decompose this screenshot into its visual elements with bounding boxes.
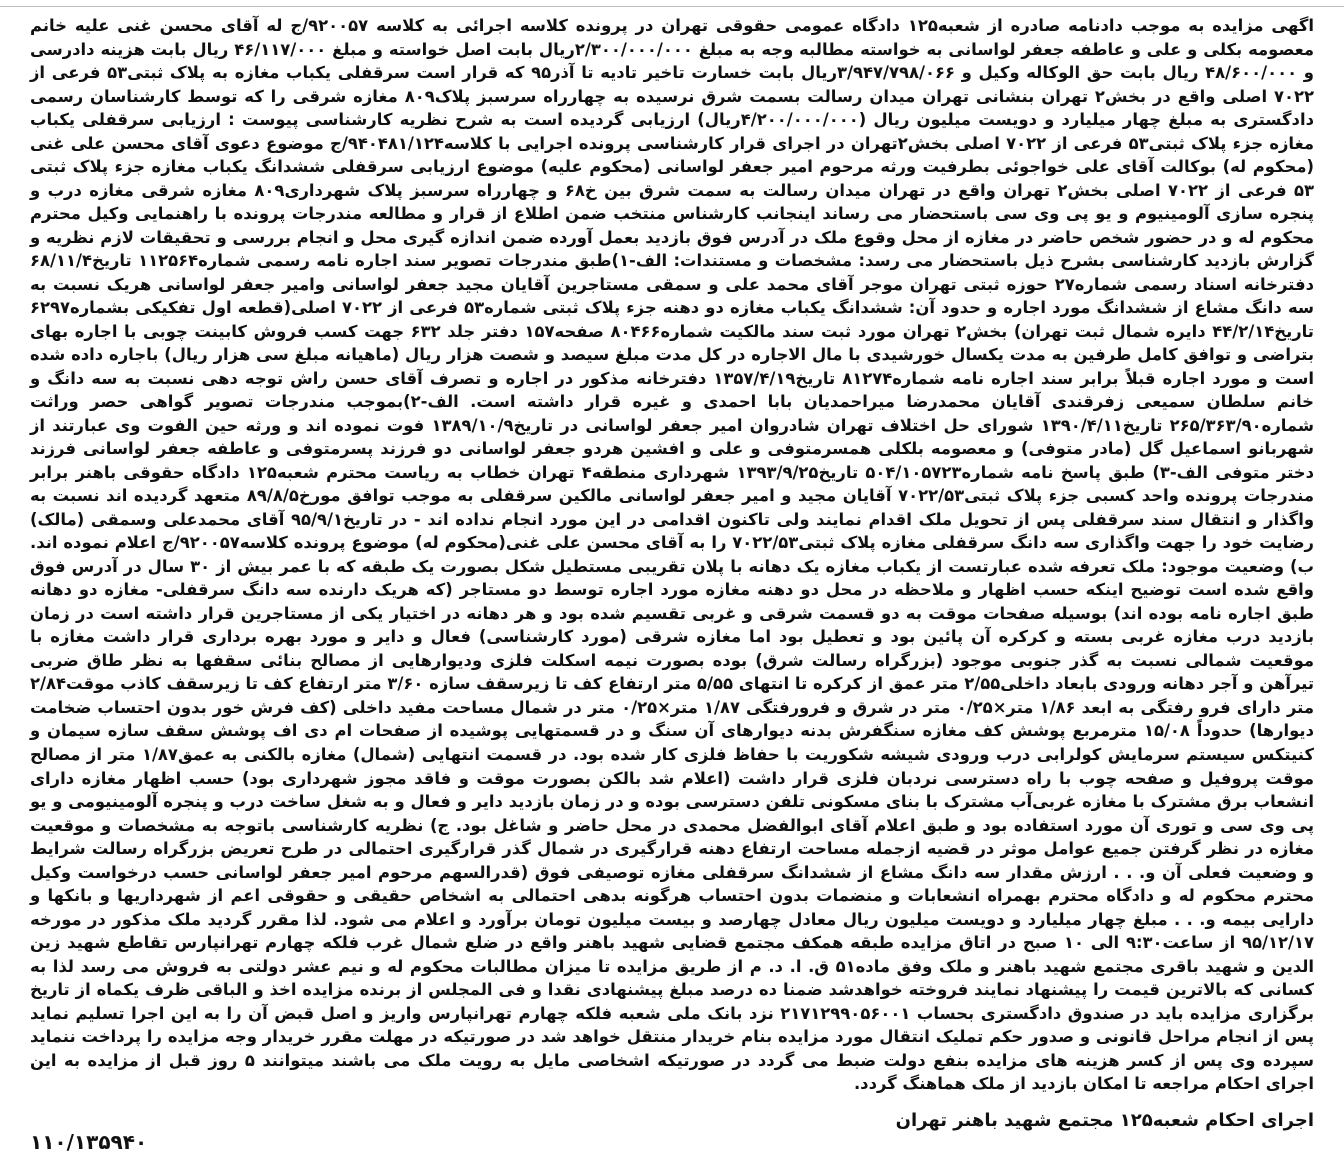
notice-footer — [30, 1110, 1314, 1158]
notice-body: اگهی مزایده به موجب دادنامه صادره از شعبه۱۲۵ دادگاه عمومی حقوقی تهران در پرونده کلاسه اجرائی به کلاسه ۹۲۰۰۵۷/ج له آقای محسن غنی علیه خانم معصومه بکلی و علی و عاطفه جعفر لواسانی به خواسته مطالبه وجه به مبلغ ۲/۳۰۰/۰۰۰/۰۰۰ریال بابت اصل خواسته و مبلغ ۴۶/۱۱۷/۰۰۰ ریال بابت هزینه دادرسی و ۴۸/۶۰۰/۰۰۰ ریال بابت حق الوکاله وکیل و ۳/۹۴۷/۷۹۸/۰۶۶ریال بابت خسارت تاخیر تادیه تا آذر۹۵ که قرار است سرقفلی یکباب مغازه به پلاک ثبتی۵۳ فرعی از ۷۰۲۲ اصلی واقع در بخش۲ تهران بنشانی تهران میدان رسالت بسمت شرق نرسیده به چهارراه سرسبز پلاک۸۰۹ مغازه شرقی را که توسط کارشناسان رسمی دادگستری به مبلغ چهار میلیارد و دویست میلیون ریال (۴/۲۰۰/۰۰۰/۰۰۰ریال) ارزیابی گردیده است به شرح نظریه کارشناسی پیوست : ارزیابی سرقفلی یکباب مغازه جزء پلاک ثبتی۵۳ فرعی از ۷۰۲۲ اصلی بخش۲تهران در اجرای قرار کارشناسی پرونده اجرایی با کلاسه۹۴۰۴۸۱/۱۲۴/ج موضوع دعوی آقای محسن علی غنی (محکوم له) بوکالت آقای علی خواجوئی بطرفیت ورثه مرحوم امیر جعفر لواسانی (محکوم علیه) موضوع ارزیابی سرقفلی ششدانگ یکباب مغازه جزء پلاک ثبتی ۵۳ فرعی از ۷۰۲۲ اصلی بخش۲ تهران واقع در تهران میدان رسالت به سمت شرق بین خ۶۸ و چهارراه سرسبز پلاک شهرداری۸۰۹ مغازه شرقی مغازه درب و پنجره سازی آلومینیوم و یو پی وی سی باستحضار می رساند اینجانب کارشناس منتخب ضمن اطلاع از قرار و مطالعه مندرجات پرونده با راهنمایی وکیل محترم محکوم له و در حضور شخص حاضر در مغازه از محل وقوع ملک در آدرس فوق بازدید بعمل آورده ضمن اندازه گیری محل و انجام بررسی و تحقیقات لازم نظریه و گزارش بازدید کارشناسی بشرح ذیل باستحضار می رسد: مشخصات و مستندات: الف-۱)طبق مندرجات تصویر سند اجاره نامه رسمی شماره۱۱۲۵۶۴ تاریخ۶۸/۱۱/۴ دفترخانه اسناد رسمی شماره۲۷ حوزه ثبتی تهران موجر آقای محمد علی و سمقی مستاجرین آقایان مجید جعفر لواسانی وامیر جعفر لواسانی هریک نسبت به سه دانگ مشاع از ششدانگ مورد اجاره و حدود آن: ششدانگ یکباب مغازه دو دهنه جزء پلاک ثبتی شماره۵۳ فرعی از ۷۰۲۲ اصلی(قطعه اول تفکیکی بشماره۶۲۹۷ تاریخ۴۴/۲/۱۴ دایره شمال ثبت تهران) بخش۲ تهران مورد ثبت سند مالکیت شماره۸۰۴۶۶ صفحه۱۵۷ دفتر جلد ۶۳۲ جهت کسب فروش کابینت چوبی با اجاره بهای بتراضی و توافق کامل طرفین به مدت یکسال خورشیدی با مال الاجاره در کل مدت مبلغ سیصد و شصت هزار ریال (ماهیانه مبلغ سی هزار ریال) باجاره داده شده است و مورد اجاره قبلاً برابر سند اجاره نامه شماره۸۱۲۷۴ تاریخ۱۳۵۷/۴/۱۹ دفترخانه مذکور در اجاره و تصرف آقای حسن راش توجه دهی نسبت به سه دانگ و خانم سلطان سمیعی زفرقندی آقایان محمدرضا میراحمدیان بابا احمدی و غیره قرار داشته است. الف-۲)بموجب مندرجات تصویر گواهی حصر وراثت شماره۲۶۵/۳۶۳/۹۰ تاریخ۱۳۹۰/۴/۱۱ شورای حل اختلاف تهران شادروان امیر جعفر لواسانی در تاریخ۱۳۸۹/۱۰/۹ فوت نموده اند و ورثه حین الفوت وی عبارتند از شهربانو اسماعیل گل (مادر متوفی) و معصومه بلکلی همسرمتوفی و علی و افشین هردو جعفر لواسانی دو فرزند پسرمتوفی و عاطفه جعفر لواسانی فرزند دختر متوفی الف-۳) طبق پاسخ نامه شماره۵۰۴/۱۰۵۷۲۳ تاریخ۱۳۹۳/۹/۲۵ شهرداری منطقه۴ تهران خطاب به ریاست محترم شعبه۱۲۵ دادگاه حقوقی باهنر برابر مندرجات پرونده واحد کسبی جزء پلاک ثبتی۷۰۲۲/۵۳ آقایان مجید و امیر جعفر لواسانی مالکین سرقفلی به موجب توافق مورخ۸۹/۸/۵ متعهد گردیده اند نسبت به واگذار و انتقال سند سرقفلی پس از تحویل ملک اقدام نمایند ولی تاکنون اقدامی در این مورد انجام نداده اند - در تاریخ۹۵/۹/۱ آقای محمدعلی وسمقی (مالک) رضایت خود را جهت واگذاری سه دانگ سرقفلی مغازه پلاک ثبتی۷۰۲۲/۵۳ را به آقای محسن علی غنی(محکوم له) موضوع پرونده کلاسه۹۲۰۰۵۷/ج اعلام نموده اند. ب) وضعیت موجود: ملک تعرفه شده عبارتست از یکباب مغازه یک دهانه با پلان تقریبی مستطیل شکل بصورت یک طبقه که با عمر بیش از ۳۰ سال در آدرس فوق واقع شده است توضیح اینکه حسب اظهار و ملاحظه در محل دو دهنه مغازه مورد اجاره توسط دو مستاجر (که هریک دارنده سه دانگ سرقفلی- مغازه دو دهانه طبق اجاره نامه بوده اند) بوسیله صفحات موقت به دو قسمت شرقی و غربی تقسیم شده بود و هر دهانه در اختیار یکی از مستاجرین قرار داشته است در زمان بازدید درب مغازه غربی بسته و کرکره آن پائین بود و تعطیل بود اما مغازه شرقی (مورد کارشناسی) فعال و دایر و مورد بهره برداری قرار داشت مغازه با موقعیت شمالی نسبت به گذر جنوبی موجود (بزرگراه رسالت شرق) بوده بصورت نیمه اسکلت فلزی ودیوارهایی از مصالح بنائی سقفها به نظر طاق ضربی تیرآهن و آجر دهانه ورودی بابعاد داخلی۲/۵۵ متر عمق از کرکره تا انتهای ۵/۵۵ متر ارتفاع کف تا زیرسقف سازه ۳/۶۰ متر ارتفاع کف تا زیرسقف کاذب موقت۲/۸۴ متر دارای فرو رفتگی به ابعد ۱/۸۶ متر×۰/۲۵ متر در شرق و فرورفتگی ۱/۸۷ متر×۰/۲۵ متر در شمال مساحت مفید داخلی (کف فرش خور بدون احتساب ضخامت دیوارها) حدوداً ۱۵/۰۸ مترمربع پوشش کف مغازه سنگفرش بدنه دیوارهای آن سنگ و در قسمتهایی پوشیده از صفحات ام دی اف پوشش سقف سازه سیمان و کنیتکس سیستم سرمایش کولرابی درب ورودی شیشه شکوریت با حفاظ فلزی کار شده بود. در قسمت انتهایی (شمال) مغازه بالکنی به عمق۱/۸۷ متر از مصالح موقت پروفیل و صفحه چوب با راه دسترسی نردبان فلزی قرار داشت (اعلام شد بالکن بصورت موقت و فاقد مجوز شهرداری بود) حسب اظهار مغازه دارای انشعاب برق مشترک با مغازه غربی‌آب مشترک با بنای مسکونی تلفن دسترسی بوده و در زمان بازدید دایر و فعال و به شغل ساخت درب و پنجره آلومینیومی و یو پی وی سی و توری آن مورد استفاده بود و طبق اعلام آقای ابوالفضل محمدی در محل حاضر و شاغل بود. ج) نظریه کارشناسی باتوجه به مشخصات و موقعیت مغازه در نظر گرفتن جمیع عوامل موثر در قضیه ازجمله مساحت ارتفاع دهنه قرارگیری در شمال گذر قرارگیری احتمالی در طرح تعریض بزرگراه رسالت شرایط و وضعیت فعلی آن و. . . ارزش مقدار سه دانگ مشاع از ششدانگ سرقفلی مغازه توصیفی فوق (قدرالسهم مرحوم امیر جعفر لواسانی حسب درخواست وکیل محترم محکوم له و دادگاه محترم بهمراه انشعابات و منضمات بدون احتساب هرگونه بدهی احتمالی به اشخاص حقیقی و حقوقی اعم از شهرداریها و بانکها و دارایی بیمه و. . . مبلغ چهار میلیارد و دویست میلیون ریال معادل چهارصد و بیست میلیون تومان برآورد و اعلام می شود. لذا مقرر گردید ملک مذکور در مورخه ۹۵/۱۲/۱۷ از ساعت۹:۳۰ الی ۱۰ صبح در اتاق مزایده طبقه همکف مجتمع قضایی شهید باهنر واقع در ضلع شمال غرب فلکه چهارم تهرانپارس تقاطع شهید زین الدین و شهید باقری مجتمع شهید باهنر و ملک وفق ماده۵۱ ق. ا. د. م از طریق مزایده تا میزان مطالبات محکوم له و نیم عشر دولتی به فروش می رسد لذا به کسانی که بالاترین قیمت را پیشنهاد نمایند فروخته خواهدشد ضمنا ده درصد مبلغ پیشنهادی نقدا و فی المجلس از برنده مزایده اخذ و الباقی ظرف یکماه از تاریخ برگزاری مزایده باید در صندوق دادگستری بحساب ۲۱۷۱۲۹۹۰۵۶۰۰۱ نزد بانک ملی شعبه فلکه چهارم تهرانپارس واریز و اصل قبض آن را به این اجرا تسلیم نماید پس از انجام مراحل قانونی و صدور حکم تملیک انتقال مورد مزایده بنام خریدار منتقل خواهد شد در صورتیکه در مهلت مقرر خریدار وجه مزایده را پرداخت ننماید سپرده وی پس از کسر هزینه های مزایده بنفع دولت ضبط می گردد در صورتیکه اشخاصی مایل به رویت ملک می باشند میتوانند ۵ روز قبل از مزایده به این اجرای احکام مراجعه تا امکان بازدید از ملک هماهنگ گردد. — [30, 16, 1315, 1094]
auction-notice — [30, 14, 1314, 1096]
reference-number: ۱۱۰/۱۳۵۹۴۰ — [30, 1130, 148, 1154]
top-edge-strip — [0, 0, 1344, 7]
issuer-signature: اجرای احکام شعبه۱۲۵ مجتمع شهید باهنر تهران — [895, 1110, 1314, 1131]
